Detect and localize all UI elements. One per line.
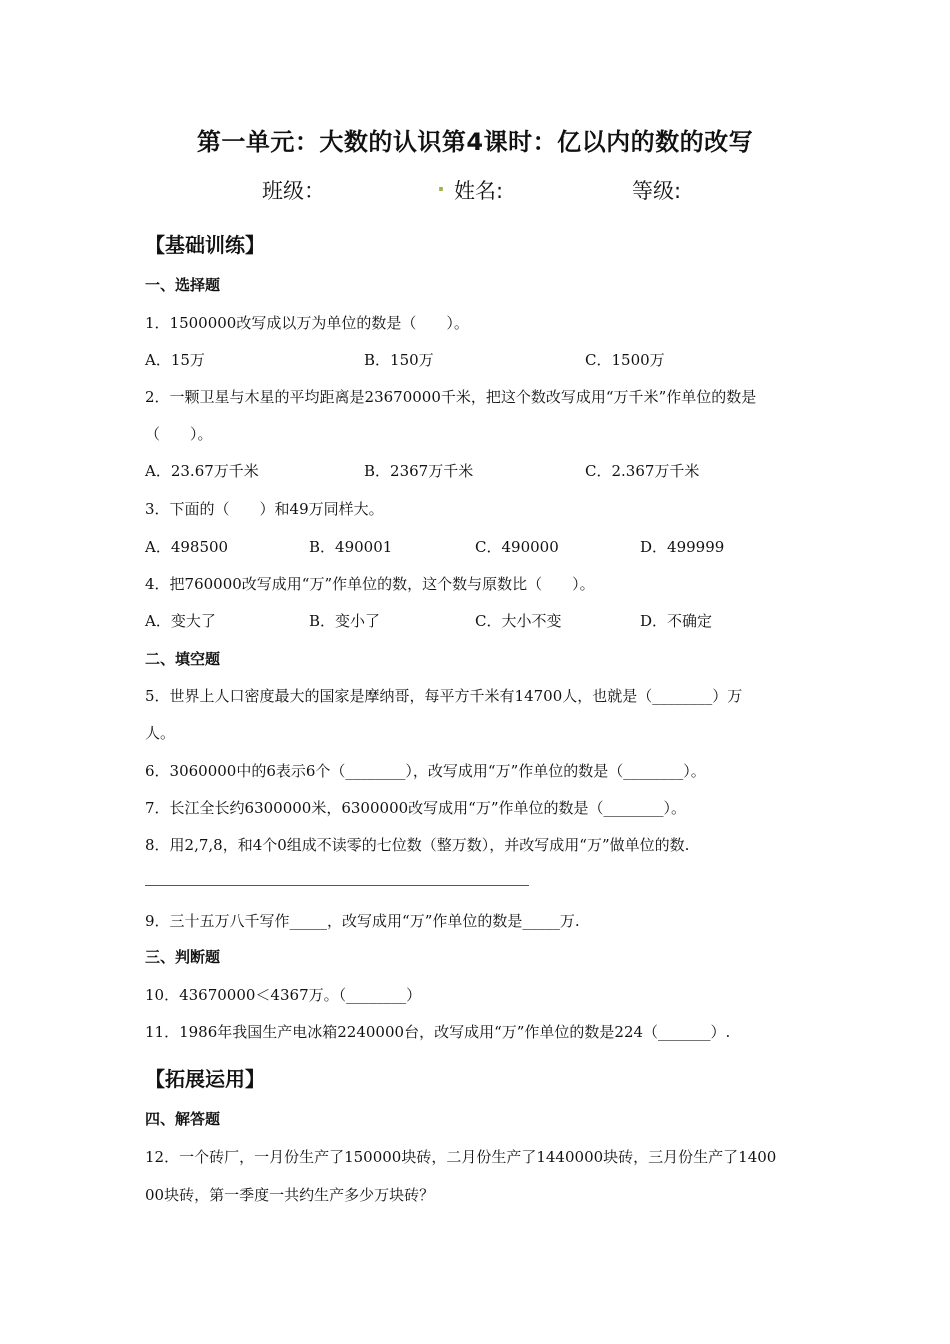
q3-option-a: A．498500	[145, 538, 229, 556]
question-8: 8．用2,7,8，和4个0组成不读零的七位数（整万数），并改写成用“万”做单位的数.	[145, 836, 690, 854]
class-label: 班级：	[262, 179, 325, 203]
question-2-line1: 2．一颗卫星与木星的平均距离是23670000千米，把这个数改写成用“万千米”作单位的数是	[145, 388, 757, 406]
question-1: 1．1500000改写成以万为单位的数是（ ）。	[145, 314, 469, 332]
q4-option-b: B．变小了	[309, 612, 381, 630]
q1-option-b: B．150万	[364, 351, 434, 369]
q4-option-c: C．大小不变	[475, 612, 562, 630]
q3-option-d: D．499999	[640, 538, 725, 556]
name-label: 姓名:	[454, 179, 504, 203]
q1-option-c: C．1500万	[585, 351, 665, 369]
question-2-line2: （ ）。	[145, 425, 213, 443]
question-6: 6．3060000中的6表示6个（________），改写成用“万”作单位的数是（________）。	[145, 762, 706, 780]
question-11: 11．1986年我国生产电冰箱2240000台，改写成用“万”作单位的数是224（_______）.	[145, 1023, 731, 1041]
q1-option-a: A．15万	[145, 351, 205, 369]
question-3: 3．下面的（ ）和49万同样大。	[145, 500, 384, 518]
section-basic-training: 【基础训练】	[145, 233, 265, 257]
q2-option-c: C．2.367万千米	[585, 462, 700, 480]
q4-option-d: D．不确定	[640, 612, 713, 630]
question-4: 4．把760000改写成用“万”作单位的数，这个数与原数比（ ）。	[145, 575, 595, 593]
question-12-line2: 00块砖，第一季度一共约生产多少万块砖？	[145, 1186, 435, 1204]
part-heading-fill-blank: 二、填空题	[145, 650, 221, 668]
question-5-line2: 人。	[145, 724, 176, 742]
q3-option-c: C．490000	[475, 538, 559, 556]
dot-mark: .	[437, 172, 445, 196]
question-12-line1: 12．一个砖厂，一月份生产了150000块砖，二月份生产了1440000块砖，三月份生产了1400	[145, 1148, 777, 1166]
question-7: 7．长江全长约6300000米，6300000改写成用“万”作单位的数是（________）。	[145, 799, 686, 817]
q3-option-b: B．490001	[309, 538, 393, 556]
grade-label: 等级:	[632, 179, 682, 203]
section-extension: 【拓展运用】	[145, 1067, 265, 1091]
question-9: 9．三十五万八千写作_____，改写成用“万”作单位的数是_____万.	[145, 912, 580, 930]
q2-option-b: B．2367万千米	[364, 462, 474, 480]
page-title: 第一单元：大数的认识第4课时：亿以内的数的改写	[196, 128, 754, 156]
q2-option-a: A．23.67万千米	[145, 462, 259, 480]
answer-line	[145, 885, 529, 886]
part-heading-choice: 一、选择题	[145, 276, 221, 294]
part-heading-answer: 四、解答题	[145, 1110, 221, 1128]
part-heading-judgment: 三、判断题	[145, 948, 221, 966]
question-5-line1: 5．世界上人口密度最大的国家是摩纳哥，每平方千米有14700人，也就是（________）万	[145, 687, 743, 705]
question-10: 10．43670000＜4367万。（________）	[145, 986, 422, 1004]
q4-option-a: A．变大了	[145, 612, 216, 630]
